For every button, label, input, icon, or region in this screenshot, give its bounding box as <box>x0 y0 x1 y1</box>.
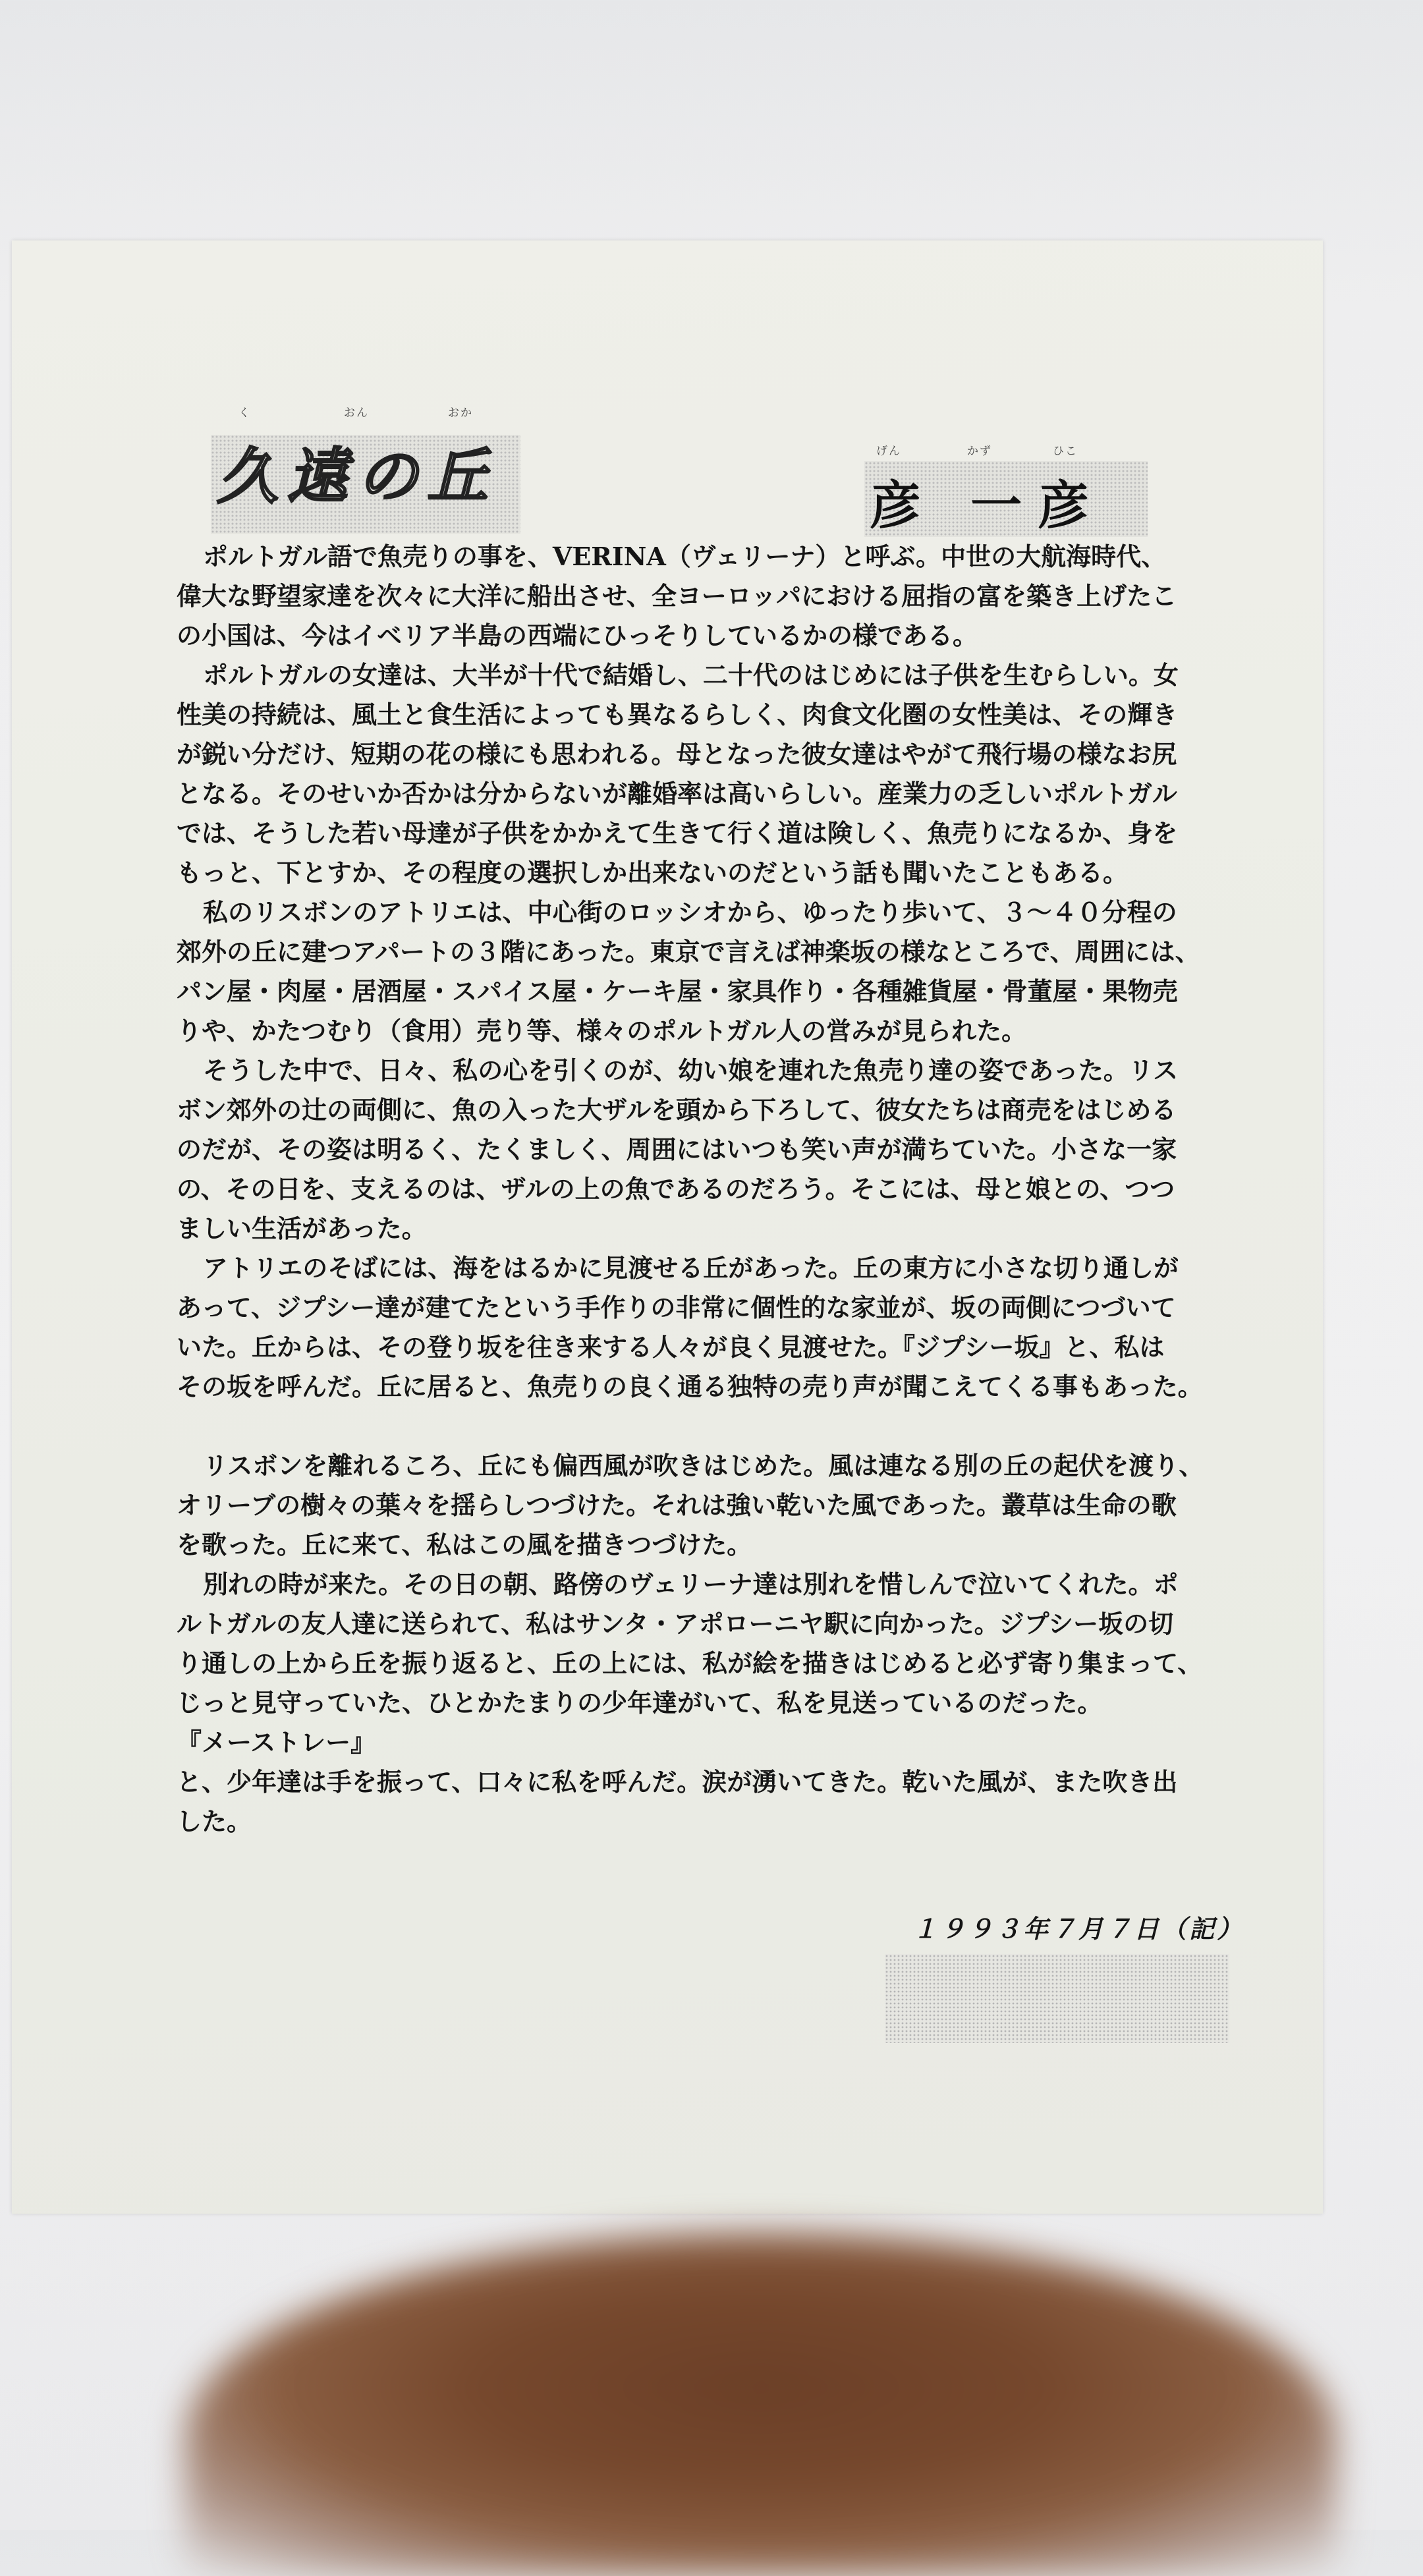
body-line: 性美の持続は、風土と食生活によっても異なるらしく、肉食文化圏の女性美は、その輝き <box>177 700 1178 729</box>
body-line: ルトガルの友人達に送られて、私はサンタ・アポローニヤ駅に向かった。ジプシー坂の切 <box>177 1609 1174 1638</box>
title-ruby-2: おん <box>344 406 369 420</box>
body-line: した。 <box>177 1806 252 1836</box>
body-line: となる。そのせいか否かは分からないが離婚率は高いらしい。産業力の乏しいポルトガル <box>177 779 1177 808</box>
body-line: ボン郊外の辻の両側に、魚の入った大ザルを頭から下ろして、彼女たちは商売をはじめる <box>177 1095 1177 1125</box>
body-line: オリーブの樹々の葉々を揺らしつづけた。それは強い乾いた風であった。叢草は生命の歌 <box>177 1490 1177 1520</box>
photographer-shadow <box>184 2233 1337 2576</box>
body-line: 私のリスボンのアトリエは、中心街のロッシオから、ゆったり歩いて、３～４０分程の <box>203 897 1177 927</box>
body-line: いた。丘からは、その登り坂を往き来する人々が良く見渡せた。『ジプシー坂』と、私は <box>177 1332 1165 1362</box>
body-line: りや、かたつむり（食用）売り等、様々のポルトガル人の営みが見られた。 <box>177 1016 1027 1046</box>
body-line: では、そうした若い母達が子供をかかえて生きて行く道は険しく、魚売りになるか、身を <box>177 818 1178 848</box>
author-ruby-2: かず <box>967 445 992 458</box>
body-line: ポルトガル語で魚売りの事を、VERINA（ヴェリーナ）と呼ぶ。中世の大航海時代、 <box>203 542 1167 571</box>
body-line: あって、ジプシー達が建てたという手作りの非常に個性的な家並が、坂の両側につづいて <box>177 1293 1176 1322</box>
date-line: １９９３年７月７日（記） <box>912 1914 1245 1944</box>
body-line: り通しの上から丘を振り返ると、丘の上には、私が絵を描きはじめると必ず寄り集まって、 <box>177 1648 1203 1678</box>
body-line: リスボンを離れるころ、丘にも偏西風が吹きはじめた。風は連なる別の丘の起伏を渡り、 <box>203 1451 1204 1480</box>
title-ruby-3: おか <box>448 406 473 420</box>
body-line: じっと見守っていた、ひとかたまりの少年達がいて、私を見送っているのだった。 <box>177 1688 1103 1718</box>
body-line: のだが、その姿は明るく、たくましく、周囲にはいつも笑い声が満ちていた。小さな一家 <box>177 1134 1177 1164</box>
body-line: 『メーストレー』 <box>177 1727 376 1757</box>
body-line: そうした中で、日々、私の心を引くのが、幼い娘を連れた魚売り達の姿であった。リス <box>203 1055 1179 1085</box>
author-name: 彦 一彦 <box>870 476 1105 536</box>
document-title: 久遠の丘 <box>217 441 497 512</box>
author-ruby-3: ひこ <box>1053 445 1078 458</box>
body-line: アトリエのそばには、海をはるかに見渡せる丘があった。丘の東方に小さな切り通しが <box>203 1253 1179 1283</box>
body-line: パン屋・肉屋・居酒屋・スパイス屋・ケーキ屋・家具作り・各種雑貨屋・骨董屋・果物売 <box>177 976 1178 1006</box>
paragraph-gap <box>177 1407 1244 1446</box>
body-line: が鋭い分だけ、短期の花の様にも思われる。母となった彼女達はやがて飛行場の様なお尻 <box>177 739 1177 769</box>
title-ruby-1: く <box>238 406 251 420</box>
dotted-stamp-box <box>885 1954 1229 2043</box>
author-ruby-1: げん <box>876 445 901 458</box>
body-line: の小国は、今はイベリア半島の西端にひっそりしているかの様である。 <box>177 621 978 650</box>
body-line: ポルトガルの女達は、大半が十代で結婚し、二十代のはじめには子供を生むらしい。女 <box>203 660 1179 690</box>
body-line: もっと、下とすか、その程度の選択しか出来ないのだという話も聞いたこともある。 <box>177 858 1129 887</box>
essay-body <box>177 537 1244 1841</box>
body-line: を歌った。丘に来て、私はこの風を描きつづけた。 <box>177 1530 752 1559</box>
body-line: 郊外の丘に建つアパートの３階にあった。東京で言えば神楽坂の様なところで、周囲には、 <box>177 937 1200 966</box>
body-line: の、その日を、支えるのは、ザルの上の魚であるのだろう。そこには、母と娘との、つつ <box>177 1174 1175 1204</box>
body-line: と、少年達は手を振って、口々に私を呼んだ。涙が湧いてきた。乾いた風が、また吹き出 <box>177 1767 1178 1797</box>
body-line: 偉大な野望家達を次々に大洋に船出させ、全ヨーロッパにおける屈指の富を築き上げたこ <box>177 581 1177 611</box>
body-line: 別れの時が来た。その日の朝、路傍のヴェリーナ達は別れを惜しんで泣いてくれた。ポ <box>203 1569 1179 1599</box>
body-line: ましい生活があった。 <box>177 1214 427 1243</box>
body-line: その坂を呼んだ。丘に居ると、魚売りの良く通る独特の売り声が聞こえてくる事もあった。 <box>177 1372 1203 1401</box>
